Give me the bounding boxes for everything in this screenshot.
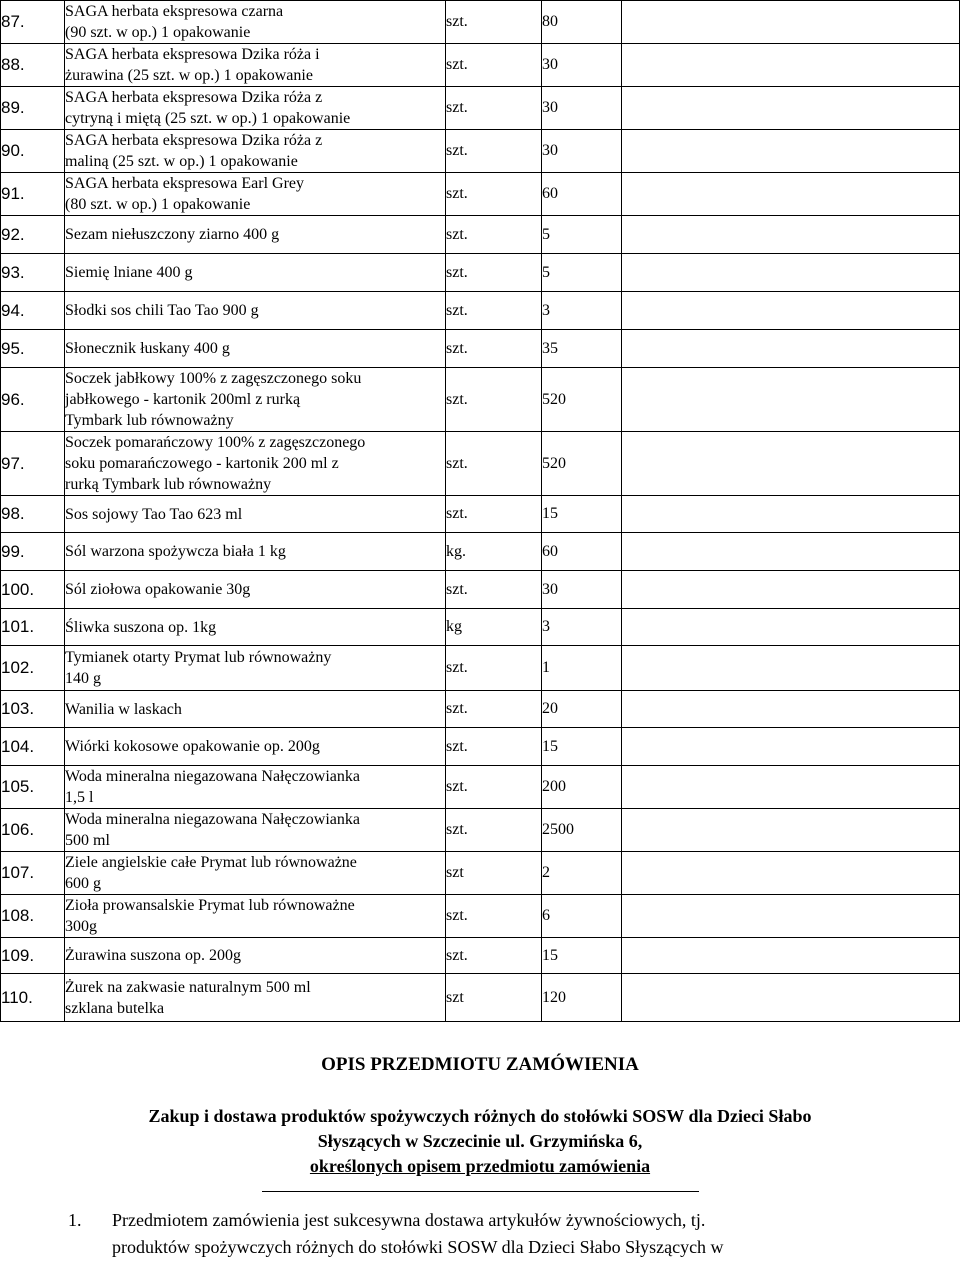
item-unit — [446, 646, 542, 691]
order-subtitle — [0, 1104, 960, 1179]
item-quantity-text: 6 — [542, 907, 550, 924]
table-row — [1, 571, 960, 609]
table-row — [1, 809, 960, 852]
item-quantity — [542, 87, 622, 130]
item-quantity-text: 3 — [542, 301, 550, 319]
table-row — [1, 728, 960, 766]
item-extra — [622, 173, 960, 216]
item-unit — [446, 974, 542, 1022]
item-quantity — [542, 646, 622, 691]
item-name — [65, 432, 446, 496]
item-unit — [446, 87, 542, 130]
item-unit-text: szt. — [446, 946, 468, 964]
item-unit — [446, 44, 542, 87]
item-number-text: 98. — [1, 504, 25, 523]
table-row — [1, 87, 960, 130]
item-quantity-text: 15 — [542, 505, 558, 522]
item-name-text: Tymianek otarty Prymat lub równoważny 140 g — [65, 649, 332, 687]
item-name — [65, 766, 446, 809]
item-number — [1, 691, 65, 728]
item-quantity — [542, 254, 622, 292]
item-unit — [446, 330, 542, 368]
item-quantity-text: 15 — [542, 737, 558, 755]
item-extra — [622, 330, 960, 368]
paragraph-number: 1. — [68, 1210, 82, 1230]
item-quantity — [542, 728, 622, 766]
item-name — [65, 330, 446, 368]
item-extra — [622, 852, 960, 895]
item-extra — [622, 254, 960, 292]
divider-line — [262, 1191, 699, 1192]
item-name-text: Żurek na zakwasie naturalnym 500 ml szklana butelka — [65, 978, 311, 1017]
item-name — [65, 938, 446, 974]
item-quantity — [542, 44, 622, 87]
item-number-text: 102. — [1, 658, 35, 677]
item-number-text: 93. — [1, 262, 25, 282]
item-quantity-text: 60 — [542, 185, 558, 202]
item-unit-text: szt. — [446, 778, 468, 795]
item-quantity-text: 30 — [542, 580, 558, 598]
item-unit — [446, 496, 542, 533]
table-row — [1, 254, 960, 292]
paragraph-line-1: Przedmiotem zamówienia jest sukcesywna dostawa artykułów żywnościowych, tj. — [112, 1210, 706, 1230]
item-extra — [622, 895, 960, 938]
item-quantity-text: 30 — [542, 99, 558, 116]
item-name — [65, 173, 446, 216]
table-row — [1, 974, 960, 1022]
item-number-text: 87. — [1, 12, 25, 31]
item-name — [65, 292, 446, 330]
item-extra — [622, 571, 960, 609]
item-unit — [446, 895, 542, 938]
item-unit — [446, 1, 542, 44]
item-extra — [622, 609, 960, 646]
item-number-text: 108. — [1, 906, 35, 925]
item-number — [1, 1, 65, 44]
table-row — [1, 173, 960, 216]
item-quantity-text: 2 — [542, 864, 550, 881]
item-name — [65, 609, 446, 646]
item-unit — [446, 216, 542, 254]
item-name-text: SAGA herbata ekspresowa czarna (90 szt. w op.) 1 opakowanie — [65, 3, 284, 41]
table-row — [1, 496, 960, 533]
item-unit-text: szt. — [446, 301, 468, 319]
item-quantity — [542, 1, 622, 44]
table-row — [1, 852, 960, 895]
item-name-text: SAGA herbata ekspresowa Earl Grey (80 szt. w op.) 1 opakowanie — [65, 175, 305, 213]
item-quantity — [542, 974, 622, 1022]
item-quantity — [542, 216, 622, 254]
item-name-text: Ziele angielskie całe Prymat lub równoważne 600 g — [65, 854, 357, 892]
item-number-text: 96. — [1, 389, 25, 409]
item-name-text: Śliwka suszona op. 1kg — [65, 618, 217, 636]
table-row — [1, 1, 960, 44]
item-quantity-text: 60 — [542, 542, 558, 560]
item-quantity-text: 30 — [542, 142, 558, 159]
item-name-text: Zioła prowansalskie Prymat lub równoważne 300g — [65, 897, 355, 935]
item-extra — [622, 292, 960, 330]
item-quantity-text: 3 — [542, 618, 550, 635]
item-number-text: 89. — [1, 98, 25, 117]
item-quantity — [542, 173, 622, 216]
item-extra — [622, 368, 960, 432]
item-number — [1, 330, 65, 368]
item-quantity-text: 5 — [542, 263, 550, 281]
item-name-text: Wiórki kokosowe opakowanie op. 200g — [65, 738, 320, 755]
item-name — [65, 728, 446, 766]
item-quantity — [542, 609, 622, 646]
item-name-text: Żurawina suszona op. 200g — [65, 947, 241, 964]
item-number — [1, 809, 65, 852]
item-unit-text: szt — [446, 864, 464, 881]
item-name — [65, 895, 446, 938]
item-number-text: 104. — [1, 736, 35, 756]
item-name-text: SAGA herbata ekspresowa Dzika róża i żurawina (25 szt. w op.) 1 opakowanie — [65, 46, 320, 84]
item-quantity-text: 1 — [542, 659, 550, 676]
item-number — [1, 852, 65, 895]
item-number — [1, 130, 65, 173]
item-name-text: SAGA herbata ekspresowa Dzika róża z maliną (25 szt. w op.) 1 opakowanie — [65, 132, 323, 170]
item-name-text: Sól warzona spożywcza biała 1 kg — [65, 543, 286, 560]
item-extra — [622, 87, 960, 130]
item-quantity-text: 2500 — [542, 821, 574, 838]
item-number-text: 105. — [1, 777, 35, 796]
item-unit — [446, 292, 542, 330]
item-unit — [446, 766, 542, 809]
item-extra — [622, 216, 960, 254]
item-unit-text: szt. — [446, 99, 468, 116]
item-number — [1, 254, 65, 292]
item-name — [65, 974, 446, 1022]
item-name — [65, 368, 446, 432]
item-number — [1, 766, 65, 809]
table-row — [1, 44, 960, 87]
item-number-text: 92. — [1, 224, 25, 244]
item-extra — [622, 533, 960, 571]
item-extra — [622, 766, 960, 809]
item-unit-text: szt. — [446, 454, 468, 472]
table-row — [1, 292, 960, 330]
item-number-text: 107. — [1, 863, 35, 882]
item-unit-text: szt — [446, 988, 464, 1006]
table-row — [1, 646, 960, 691]
item-number-text: 100. — [1, 579, 35, 599]
table-row — [1, 895, 960, 938]
item-number — [1, 216, 65, 254]
item-quantity-text: 20 — [542, 700, 558, 717]
item-quantity-text: 200 — [542, 778, 566, 795]
item-quantity-text: 35 — [542, 339, 558, 357]
item-number — [1, 292, 65, 330]
item-unit-text: szt. — [446, 56, 468, 73]
item-name — [65, 496, 446, 533]
item-number — [1, 974, 65, 1022]
table-row — [1, 938, 960, 974]
item-name-text: Słodki sos chili Tao Tao 900 g — [65, 302, 259, 319]
item-name — [65, 571, 446, 609]
table-row — [1, 130, 960, 173]
item-unit — [446, 432, 542, 496]
item-number-text: 99. — [1, 541, 25, 561]
item-quantity-text: 15 — [542, 946, 558, 964]
item-name-text: Soczek pomarańczowy 100% z zagęszczonego soku pomarańczowego - kartonik 200 ml z rurką Tymbark lub równoważny — [65, 434, 366, 493]
item-number — [1, 728, 65, 766]
item-name — [65, 254, 446, 292]
item-name-text: SAGA herbata ekspresowa Dzika róża z cytryną i miętą (25 szt. w op.) 1 opakowanie — [65, 89, 351, 127]
item-extra — [622, 432, 960, 496]
numbered-paragraph — [68, 1207, 890, 1261]
item-number — [1, 44, 65, 87]
item-quantity — [542, 496, 622, 533]
item-unit-text: szt. — [446, 821, 468, 838]
item-number-text: 91. — [1, 184, 25, 203]
item-quantity — [542, 292, 622, 330]
item-extra — [622, 130, 960, 173]
item-extra — [622, 809, 960, 852]
item-quantity — [542, 809, 622, 852]
paragraph-line-2: produktów spożywczych różnych do stołówki SOSW dla Dzieci Słabo Słyszących w — [112, 1237, 724, 1257]
item-unit-text: szt. — [446, 659, 468, 676]
item-quantity — [542, 895, 622, 938]
item-number-text: 88. — [1, 55, 25, 74]
item-quantity-text: 520 — [542, 454, 566, 472]
item-unit-text: szt. — [446, 339, 468, 357]
item-number — [1, 938, 65, 974]
item-extra — [622, 1, 960, 44]
item-number-text: 106. — [1, 820, 35, 839]
item-name-text: Wanilia w laskach — [65, 700, 182, 718]
item-quantity — [542, 533, 622, 571]
item-quantity — [542, 130, 622, 173]
item-quantity — [542, 852, 622, 895]
item-extra — [622, 646, 960, 691]
item-unit — [446, 130, 542, 173]
item-number — [1, 432, 65, 496]
item-extra — [622, 728, 960, 766]
item-unit — [446, 368, 542, 432]
item-quantity — [542, 571, 622, 609]
item-unit — [446, 809, 542, 852]
item-extra — [622, 974, 960, 1022]
item-number-text: 97. — [1, 453, 25, 473]
item-quantity — [542, 432, 622, 496]
item-name — [65, 1, 446, 44]
section-heading: OPIS PRZEDMIOTU ZAMÓWIENIA — [321, 1054, 639, 1075]
item-number — [1, 646, 65, 691]
table-row — [1, 766, 960, 809]
item-name — [65, 809, 446, 852]
item-extra — [622, 938, 960, 974]
item-number — [1, 496, 65, 533]
item-quantity-text: 120 — [542, 988, 566, 1006]
item-number-text: 94. — [1, 300, 25, 320]
item-number-text: 90. — [1, 141, 25, 160]
item-unit-text: szt. — [446, 142, 468, 159]
item-quantity-text: 520 — [542, 390, 566, 408]
item-number-text: 95. — [1, 338, 25, 358]
item-number-text: 109. — [1, 945, 35, 965]
item-number — [1, 368, 65, 432]
item-unit-text: szt. — [446, 700, 468, 717]
item-unit — [446, 254, 542, 292]
item-name-text: Soczek jabłkowy 100% z zagęszczonego soku jabłkowego - kartonik 200ml z rurką Tymbark lub równoważny — [65, 370, 362, 429]
table-row — [1, 691, 960, 728]
item-number — [1, 533, 65, 571]
table-row — [1, 368, 960, 432]
item-unit-text: szt. — [446, 505, 468, 522]
item-name — [65, 130, 446, 173]
item-extra — [622, 496, 960, 533]
item-unit-text: szt. — [446, 737, 468, 755]
table-row — [1, 216, 960, 254]
item-quantity-text: 30 — [542, 56, 558, 73]
item-name-text: Woda mineralna niegazowana Nałęczowianka 1,5 l — [65, 768, 361, 806]
subtitle-line-1: Zakup i dostawa produktów spożywczych różnych do stołówki SOSW dla Dzieci Słabo — [148, 1106, 812, 1126]
item-unit-text: szt. — [446, 185, 468, 202]
item-quantity-text: 80 — [542, 13, 558, 30]
item-quantity-text: 5 — [542, 225, 550, 243]
item-name-text: Sól ziołowa opakowanie 30g — [65, 581, 251, 598]
item-name — [65, 87, 446, 130]
item-name — [65, 691, 446, 728]
item-unit — [446, 533, 542, 571]
item-number — [1, 173, 65, 216]
table-row — [1, 330, 960, 368]
item-name — [65, 646, 446, 691]
item-unit-text: szt. — [446, 390, 468, 408]
item-unit — [446, 173, 542, 216]
item-unit-text: szt. — [446, 13, 468, 30]
item-number-text: 103. — [1, 699, 35, 718]
item-name-text: Woda mineralna niegazowana Nałęczowianka 500 ml — [65, 811, 361, 849]
item-name-text: Siemię lniane 400 g — [65, 264, 193, 281]
item-unit — [446, 852, 542, 895]
item-name-text: Słonecznik łuskany 400 g — [65, 340, 230, 357]
item-extra — [622, 44, 960, 87]
item-number — [1, 609, 65, 646]
item-quantity — [542, 691, 622, 728]
table-row — [1, 609, 960, 646]
item-unit — [446, 938, 542, 974]
item-unit — [446, 728, 542, 766]
item-unit — [446, 609, 542, 646]
item-name — [65, 852, 446, 895]
item-quantity — [542, 938, 622, 974]
item-unit-text: szt. — [446, 580, 468, 598]
item-number-text: 101. — [1, 617, 35, 636]
subtitle-line-3: określonych opisem przedmiotu zamówienia — [309, 1156, 651, 1176]
item-quantity — [542, 766, 622, 809]
item-unit-text: szt. — [446, 263, 468, 281]
item-number — [1, 571, 65, 609]
item-number-text: 110. — [1, 987, 33, 1007]
item-name — [65, 216, 446, 254]
item-unit-text: kg. — [446, 542, 466, 560]
table-row — [1, 432, 960, 496]
item-extra — [622, 691, 960, 728]
table-row — [1, 533, 960, 571]
item-name-text: Sezam niełuszczony ziarno 400 g — [65, 226, 280, 243]
item-unit — [446, 571, 542, 609]
item-unit-text: szt. — [446, 225, 468, 243]
item-name — [65, 44, 446, 87]
item-number — [1, 895, 65, 938]
item-number — [1, 87, 65, 130]
item-quantity — [542, 368, 622, 432]
subtitle-line-2: Słyszących w Szczecinie ul. Grzymińska 6, — [317, 1131, 643, 1151]
item-unit-text: szt. — [446, 907, 468, 924]
item-name — [65, 533, 446, 571]
item-unit — [446, 691, 542, 728]
item-name-text: Sos sojowy Tao Tao 623 ml — [65, 505, 243, 523]
item-unit-text: kg — [446, 618, 462, 635]
item-quantity — [542, 330, 622, 368]
